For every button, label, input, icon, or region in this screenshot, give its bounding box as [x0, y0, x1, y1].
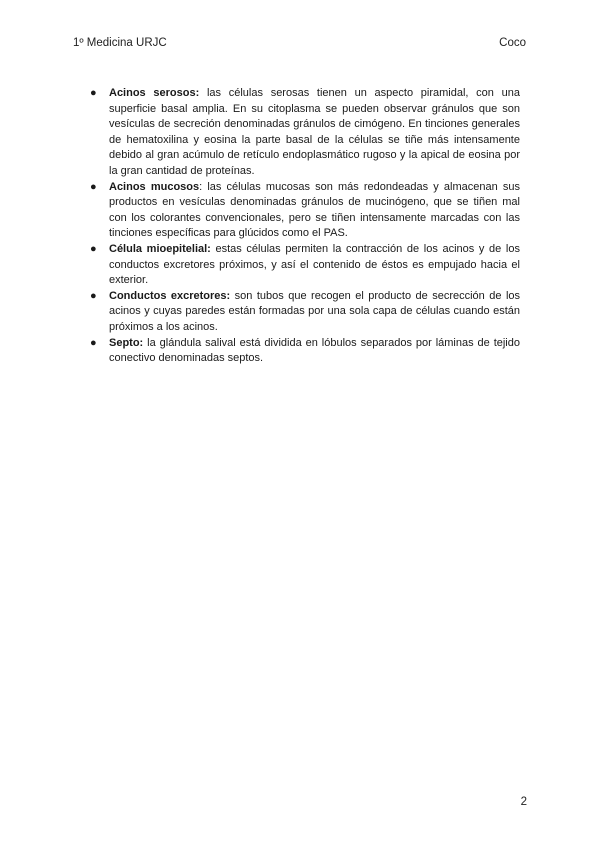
list-item-text: estas células permiten la contracción de los acinos y de los conductos excretores próximos, y así el contenido de éstos es empujado hacia el exterior. — [109, 242, 520, 287]
page-number: 2 — [520, 796, 527, 808]
list-item-acinos-serosos — [90, 86, 520, 180]
list-item-acinos-mucosos — [90, 180, 520, 242]
list-item-term: Septo: — [109, 336, 144, 349]
document-body — [90, 86, 520, 367]
list-item-term: Célula mioepitelial: — [109, 242, 211, 255]
bullet-list — [90, 86, 520, 367]
list-item-text: son tubos que recogen el producto de secrección de los acinos y cuyas paredes están formadas por una sola capa de células cuando están próximos a los acinos. — [109, 289, 520, 333]
list-item-term: Acinos mucosos — [109, 180, 200, 193]
bullet-icon: ● — [90, 180, 97, 193]
list-item-conductos-excretores — [90, 289, 520, 336]
list-item-text: la glándula salival está dividida en lóbulos separados por láminas de tejido conectivo denominadas septos. — [109, 336, 520, 365]
list-item-septo — [90, 336, 520, 367]
list-item-term: Acinos serosos: — [109, 87, 200, 99]
list-item-term: Conductos excretores: — [109, 289, 231, 302]
list-item-text: las células serosas tienen un aspecto piramidal, con una superficie basal amplia. En su citoplasma se pueden observar gránulos que son vesículas de secreción denominadas gránulos de cimógeno. En tinciones generales de hematoxilina y eosina la parte basal de la células se tiñe más intensamente debido al gran acúmulo de retículo endoplasmático rugoso y la apical de eosina por la gran cantidad de proteínas. — [109, 87, 520, 177]
header-left-title: 1º Medicina URJC — [73, 37, 167, 49]
bullet-icon: ● — [90, 289, 97, 302]
list-item-celula-mioepitelial — [90, 242, 520, 289]
list-item-text: : las células mucosas son más redondeadas y almacenan sus productos en vesículas denominadas gránulos de mucinógeno, que se tiñen mal con los colorantes convencionales, pero se tiñen intensamente marcadas con las tinciones específicas para glúcidos como el PAS. — [109, 180, 520, 240]
bullet-icon: ● — [90, 242, 97, 255]
header-right-author: Coco — [499, 37, 526, 49]
bullet-icon: ● — [90, 336, 97, 349]
bullet-icon: ● — [90, 87, 97, 99]
